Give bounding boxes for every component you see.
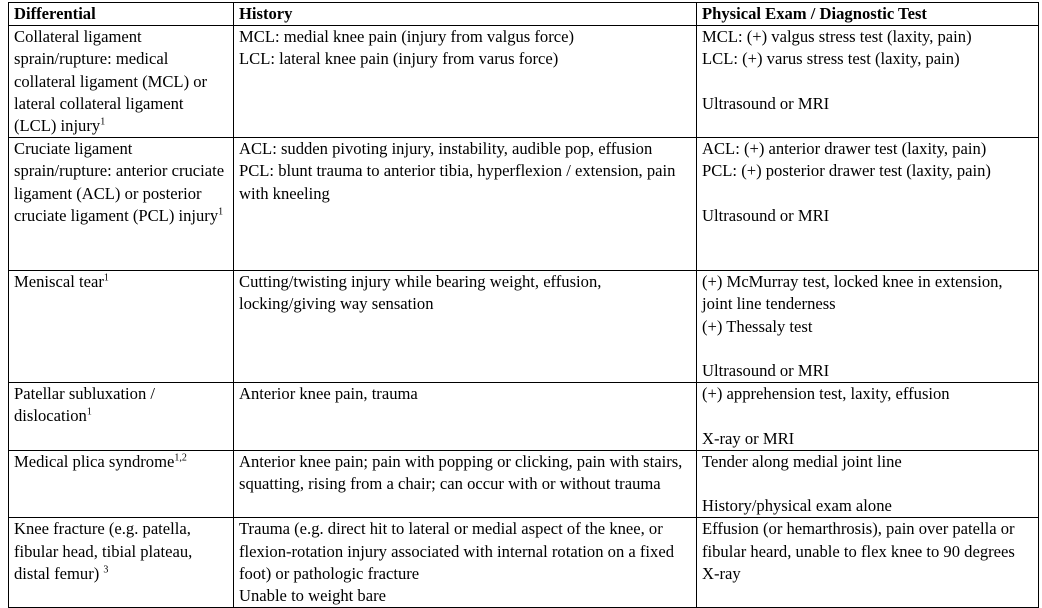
differential-cell <box>9 26 234 138</box>
differential-text: Collateral ligament sprain/rupture: medical collateral ligament (MCL) or lateral collateral ligament (LCL) injury <box>14 27 208 136</box>
table-row <box>9 26 1039 138</box>
exam-line: MCL: (+) valgus stress test (laxity, pain) <box>702 27 972 47</box>
diagnostic-test: History/physical exam alone <box>702 496 892 516</box>
exam-line: Effusion (or hemarthrosis), pain over patella or fibular heard, unable to flex knee to 90 degrees <box>702 519 1015 561</box>
reference-superscript: 1 <box>103 272 109 284</box>
differential-text: Medical plica syndrome <box>14 451 175 471</box>
history-cell <box>234 26 697 138</box>
exam-cell <box>697 138 1039 271</box>
exam-cell <box>697 450 1039 518</box>
diagnostic-test: X-ray <box>702 563 741 583</box>
diagnostic-test: X-ray or MRI <box>702 428 795 448</box>
diagnostic-test: Ultrasound or MRI <box>702 205 830 225</box>
history-line: Unable to weight bare <box>239 586 386 606</box>
header-differential: Differential <box>9 3 234 26</box>
reference-superscript: 1 <box>100 116 106 128</box>
table-row <box>9 383 1039 451</box>
differential-table <box>8 2 1039 608</box>
history-cell <box>234 518 697 608</box>
history-cell <box>234 138 697 271</box>
history-line: LCL: lateral knee pain (injury from varus force) <box>239 49 559 69</box>
exam-cell <box>697 271 1039 383</box>
history-line: Anterior knee pain, trauma <box>239 384 418 404</box>
table-row <box>9 450 1039 518</box>
history-cell <box>234 271 697 383</box>
reference-superscript: 1,2 <box>174 452 187 464</box>
table-row <box>9 518 1039 608</box>
table-row <box>9 271 1039 383</box>
history-cell <box>234 450 697 518</box>
header-exam: Physical Exam / Diagnostic Test <box>697 3 1039 26</box>
differential-cell <box>9 383 234 451</box>
exam-cell <box>697 26 1039 138</box>
exam-cell <box>697 518 1039 608</box>
differential-cell <box>9 518 234 608</box>
diagnostic-test: Ultrasound or MRI <box>702 93 830 113</box>
exam-line: Tender along medial joint line <box>702 451 902 471</box>
table-row <box>9 138 1039 271</box>
exam-line: (+) apprehension test, laxity, effusion <box>702 384 950 404</box>
differential-text: Knee fracture (e.g. patella, fibular head, tibial plateau, distal femur) <box>14 519 193 583</box>
history-line: Trauma (e.g. direct hit to lateral or medial aspect of the knee, or flexion-rotation injury associated with internal rotation on a fixed foot) or pathologic fracture <box>239 519 675 583</box>
diagnostic-test: Ultrasound or MRI <box>702 361 830 381</box>
differential-cell <box>9 450 234 518</box>
exam-line: LCL: (+) varus stress test (laxity, pain) <box>702 49 960 69</box>
reference-superscript: 3 <box>103 564 109 576</box>
reference-superscript: 1 <box>86 406 92 418</box>
history-line: Anterior knee pain; pain with popping or clicking, pain with stairs, squatting, rising from a chair; can occur with or without trauma <box>239 451 683 494</box>
header-row <box>9 3 1039 26</box>
exam-cell <box>697 383 1039 451</box>
history-line: Cutting/twisting injury while bearing weight, effusion, locking/giving way sensation <box>239 272 602 314</box>
differential-text: Patellar subluxation / dislocation <box>14 384 156 426</box>
history-line: MCL: medial knee pain (injury from valgus force) <box>239 27 575 47</box>
differential-text: Meniscal tear <box>14 272 104 292</box>
differential-text: Cruciate ligament sprain/rupture: anterior cruciate ligament (ACL) or posterior cruciate ligament (PCL) injury <box>14 139 225 225</box>
exam-line: (+) Thessaly test <box>702 316 813 336</box>
exam-line: (+) McMurray test, locked knee in extension, joint line tenderness <box>702 272 1003 314</box>
history-cell <box>234 383 697 451</box>
history-line: PCL: blunt trauma to anterior tibia, hyperflexion / extension, pain with kneeling <box>239 161 676 203</box>
header-history: History <box>234 3 697 26</box>
reference-superscript: 1 <box>218 206 224 218</box>
exam-line: PCL: (+) posterior drawer test (laxity, pain) <box>702 161 991 181</box>
differential-cell <box>9 271 234 383</box>
exam-line: ACL: (+) anterior drawer test (laxity, pain) <box>702 139 987 159</box>
differential-cell <box>9 138 234 271</box>
history-line: ACL: sudden pivoting injury, instability, audible pop, effusion <box>239 139 653 159</box>
